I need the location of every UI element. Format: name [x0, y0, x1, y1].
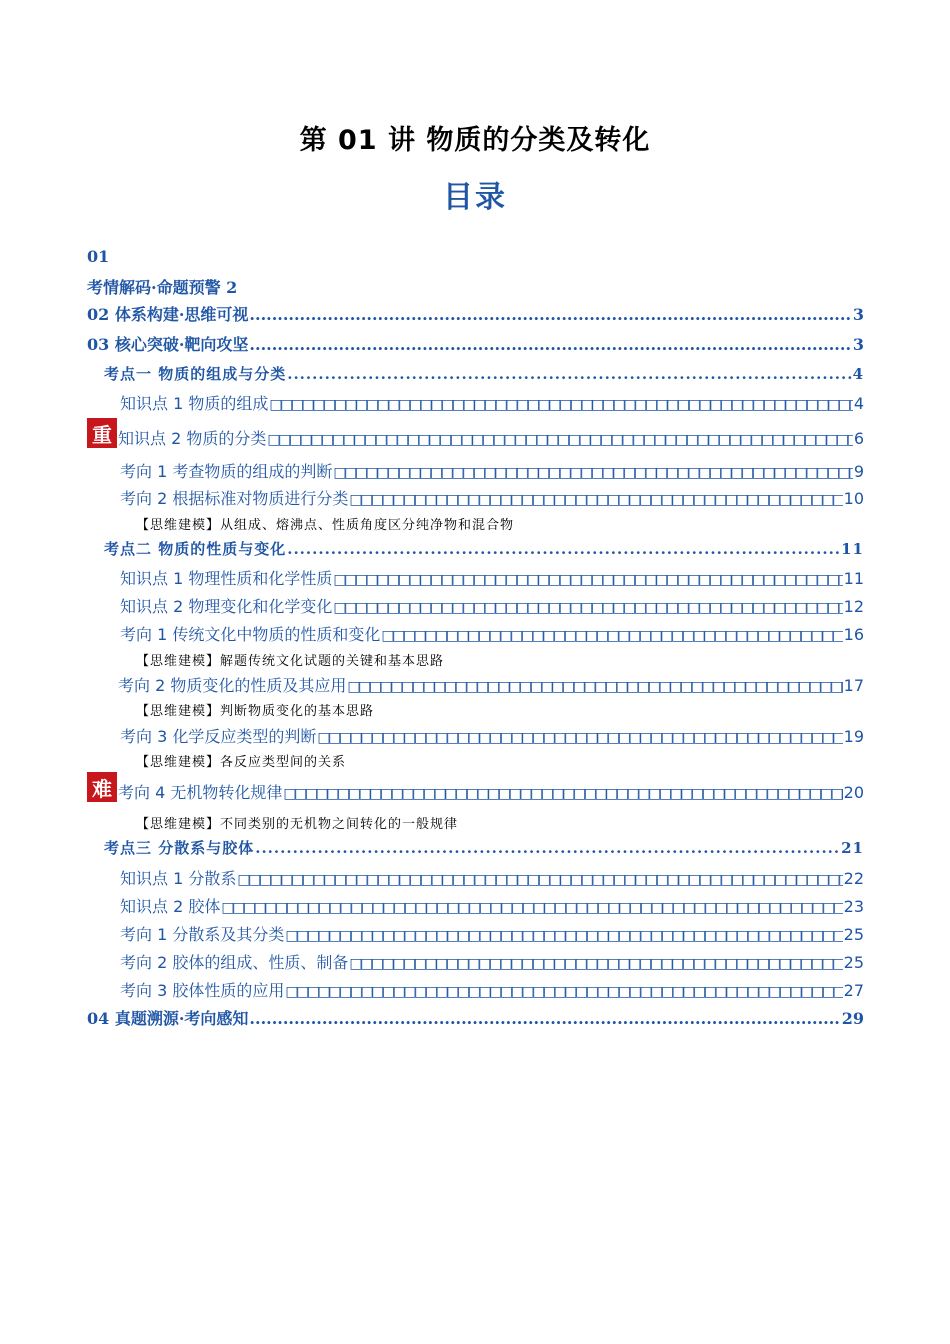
toc-entry-text: 考向 2 根据标准对物质进行分类 — [120, 489, 349, 508]
toc-page-number: 27 — [843, 981, 864, 1000]
box-leader — [221, 897, 842, 916]
toc-page-number: 21 — [841, 839, 864, 857]
toc-page-number: 25 — [843, 953, 864, 972]
toc-entry[interactable] — [120, 459, 864, 482]
box-leader — [333, 569, 842, 588]
toc-entry-text: 考向 1 分散系及其分类 — [120, 925, 285, 944]
dot-leader — [255, 839, 840, 857]
box-leader — [285, 981, 842, 1000]
toc-page-number: 4 — [852, 365, 864, 383]
toc-page-number: 12 — [843, 597, 864, 616]
box-leader — [349, 489, 842, 508]
toc-page-number: 19 — [843, 727, 864, 746]
note-text: 【思维建模】判断物质变化的基本思路 — [136, 704, 375, 719]
toc-entry[interactable] — [104, 837, 864, 858]
box-leader — [267, 429, 852, 448]
box-leader — [285, 925, 842, 944]
dot-leader — [249, 305, 851, 324]
toc-page-number: 17 — [843, 676, 864, 695]
box-leader — [237, 869, 842, 888]
toc-entry-text: 04 真题溯源·考向感知 — [87, 1009, 249, 1028]
dot-leader — [287, 540, 840, 558]
toc-entry-text: 考向 1 传统文化中物质的性质和变化 — [120, 625, 381, 644]
dot-leader — [249, 1009, 840, 1028]
toc-page-number: 9 — [853, 462, 864, 481]
toc-entry-text: 知识点 2 物理变化和化学变化 — [120, 597, 333, 616]
toc-entry-text: 考向 3 化学反应类型的判断 — [120, 727, 317, 746]
toc-entry[interactable] — [118, 673, 864, 696]
toc-entry[interactable] — [120, 894, 864, 917]
toc-entry[interactable] — [120, 486, 864, 509]
toc-entry[interactable] — [120, 866, 864, 889]
toc-entry-text: 考向 4 无机物转化规律 — [118, 783, 283, 802]
difficult-badge: 难 — [87, 772, 117, 802]
box-leader — [333, 462, 852, 481]
note-text: 【思维建模】从组成、熔沸点、性质角度区分纯净物和混合物 — [136, 518, 515, 533]
toc-entry-text: 考向 2 胶体的组成、性质、制备 — [120, 953, 349, 972]
toc-entry-text: 考向 2 物质变化的性质及其应用 — [118, 676, 347, 695]
toc-entry[interactable] — [104, 363, 864, 384]
note-text: 【思维建模】各反应类型间的关系 — [136, 755, 347, 770]
toc-page-number: 20 — [843, 783, 864, 802]
toc-entry[interactable] — [120, 724, 864, 747]
box-leader — [347, 676, 842, 695]
toc-page-number: 10 — [843, 489, 864, 508]
toc-entry[interactable] — [87, 302, 864, 325]
box-leader — [333, 597, 842, 616]
toc-page-number: 4 — [853, 394, 864, 413]
toc-entry[interactable] — [87, 275, 864, 298]
toc-entry[interactable] — [120, 391, 864, 414]
toc-entry[interactable] — [87, 1006, 864, 1029]
box-leader — [269, 394, 852, 413]
dot-leader — [287, 365, 851, 383]
toc-entry[interactable] — [120, 566, 864, 589]
toc-entry-text: 考点一 物质的组成与分类 — [104, 365, 287, 383]
modeling-note — [136, 514, 514, 533]
toc-page-number: 3 — [852, 335, 864, 354]
box-leader — [283, 783, 842, 802]
modeling-note — [136, 751, 346, 770]
important-badge: 重 — [87, 418, 117, 448]
toc-entry-text: 考点二 物质的性质与变化 — [104, 540, 287, 558]
toc-heading: 目录 — [443, 180, 507, 215]
dot-leader — [249, 335, 851, 354]
toc-page-number: 22 — [843, 869, 864, 888]
toc-entry-text: 知识点 1 分散系 — [120, 869, 237, 888]
note-text: 【思维建模】解题传统文化试题的关键和基本思路 — [136, 654, 445, 669]
box-leader — [381, 625, 842, 644]
toc-entry-text: 02 体系构建·思维可视 — [87, 305, 249, 324]
toc-entry[interactable] — [118, 426, 864, 449]
toc-entry-text: 考情解码·命题预警 2 — [87, 278, 238, 297]
toc-entry-text: 知识点 2 胶体 — [120, 897, 221, 916]
toc-page-number: 11 — [843, 569, 864, 588]
toc-page-number: 6 — [853, 429, 864, 448]
toc-page-number: 16 — [843, 625, 864, 644]
box-leader — [349, 953, 842, 972]
toc-entry[interactable] — [120, 594, 864, 617]
toc-page-number: 23 — [843, 897, 864, 916]
toc-entry-text: 01 — [87, 247, 110, 266]
toc-entry-text: 知识点 1 物质的组成 — [120, 394, 269, 413]
toc-entry-text: 考向 1 考查物质的组成的判断 — [120, 462, 333, 481]
toc-entry-text: 知识点 2 物质的分类 — [118, 429, 267, 448]
toc-entry[interactable] — [87, 247, 864, 266]
toc-entry-text: 知识点 1 物理性质和化学性质 — [120, 569, 333, 588]
modeling-note — [136, 700, 374, 719]
toc-entry[interactable] — [120, 922, 864, 945]
toc-entry[interactable] — [120, 622, 864, 645]
toc-entry[interactable] — [118, 780, 864, 803]
toc-entry[interactable] — [104, 538, 864, 559]
page-title: 第 01 讲 物质的分类及转化 — [299, 125, 651, 156]
toc-entry[interactable] — [87, 332, 864, 355]
toc-entry-text: 03 核心突破·靶向攻坚 — [87, 335, 249, 354]
toc-entry-text: 考向 3 胶体性质的应用 — [120, 981, 285, 1000]
toc-page-number: 25 — [843, 925, 864, 944]
box-leader — [317, 727, 842, 746]
note-text: 【思维建模】不同类别的无机物之间转化的一般规律 — [136, 817, 459, 832]
toc-page-number: 11 — [841, 540, 864, 558]
toc-entry[interactable] — [120, 950, 864, 973]
toc-page-number: 29 — [841, 1009, 864, 1028]
toc-page-number: 3 — [852, 305, 864, 324]
modeling-note — [136, 813, 458, 832]
modeling-note — [136, 650, 444, 669]
toc-entry[interactable] — [120, 978, 864, 1001]
toc-entry-text: 考点三 分散系与胶体 — [104, 839, 255, 857]
